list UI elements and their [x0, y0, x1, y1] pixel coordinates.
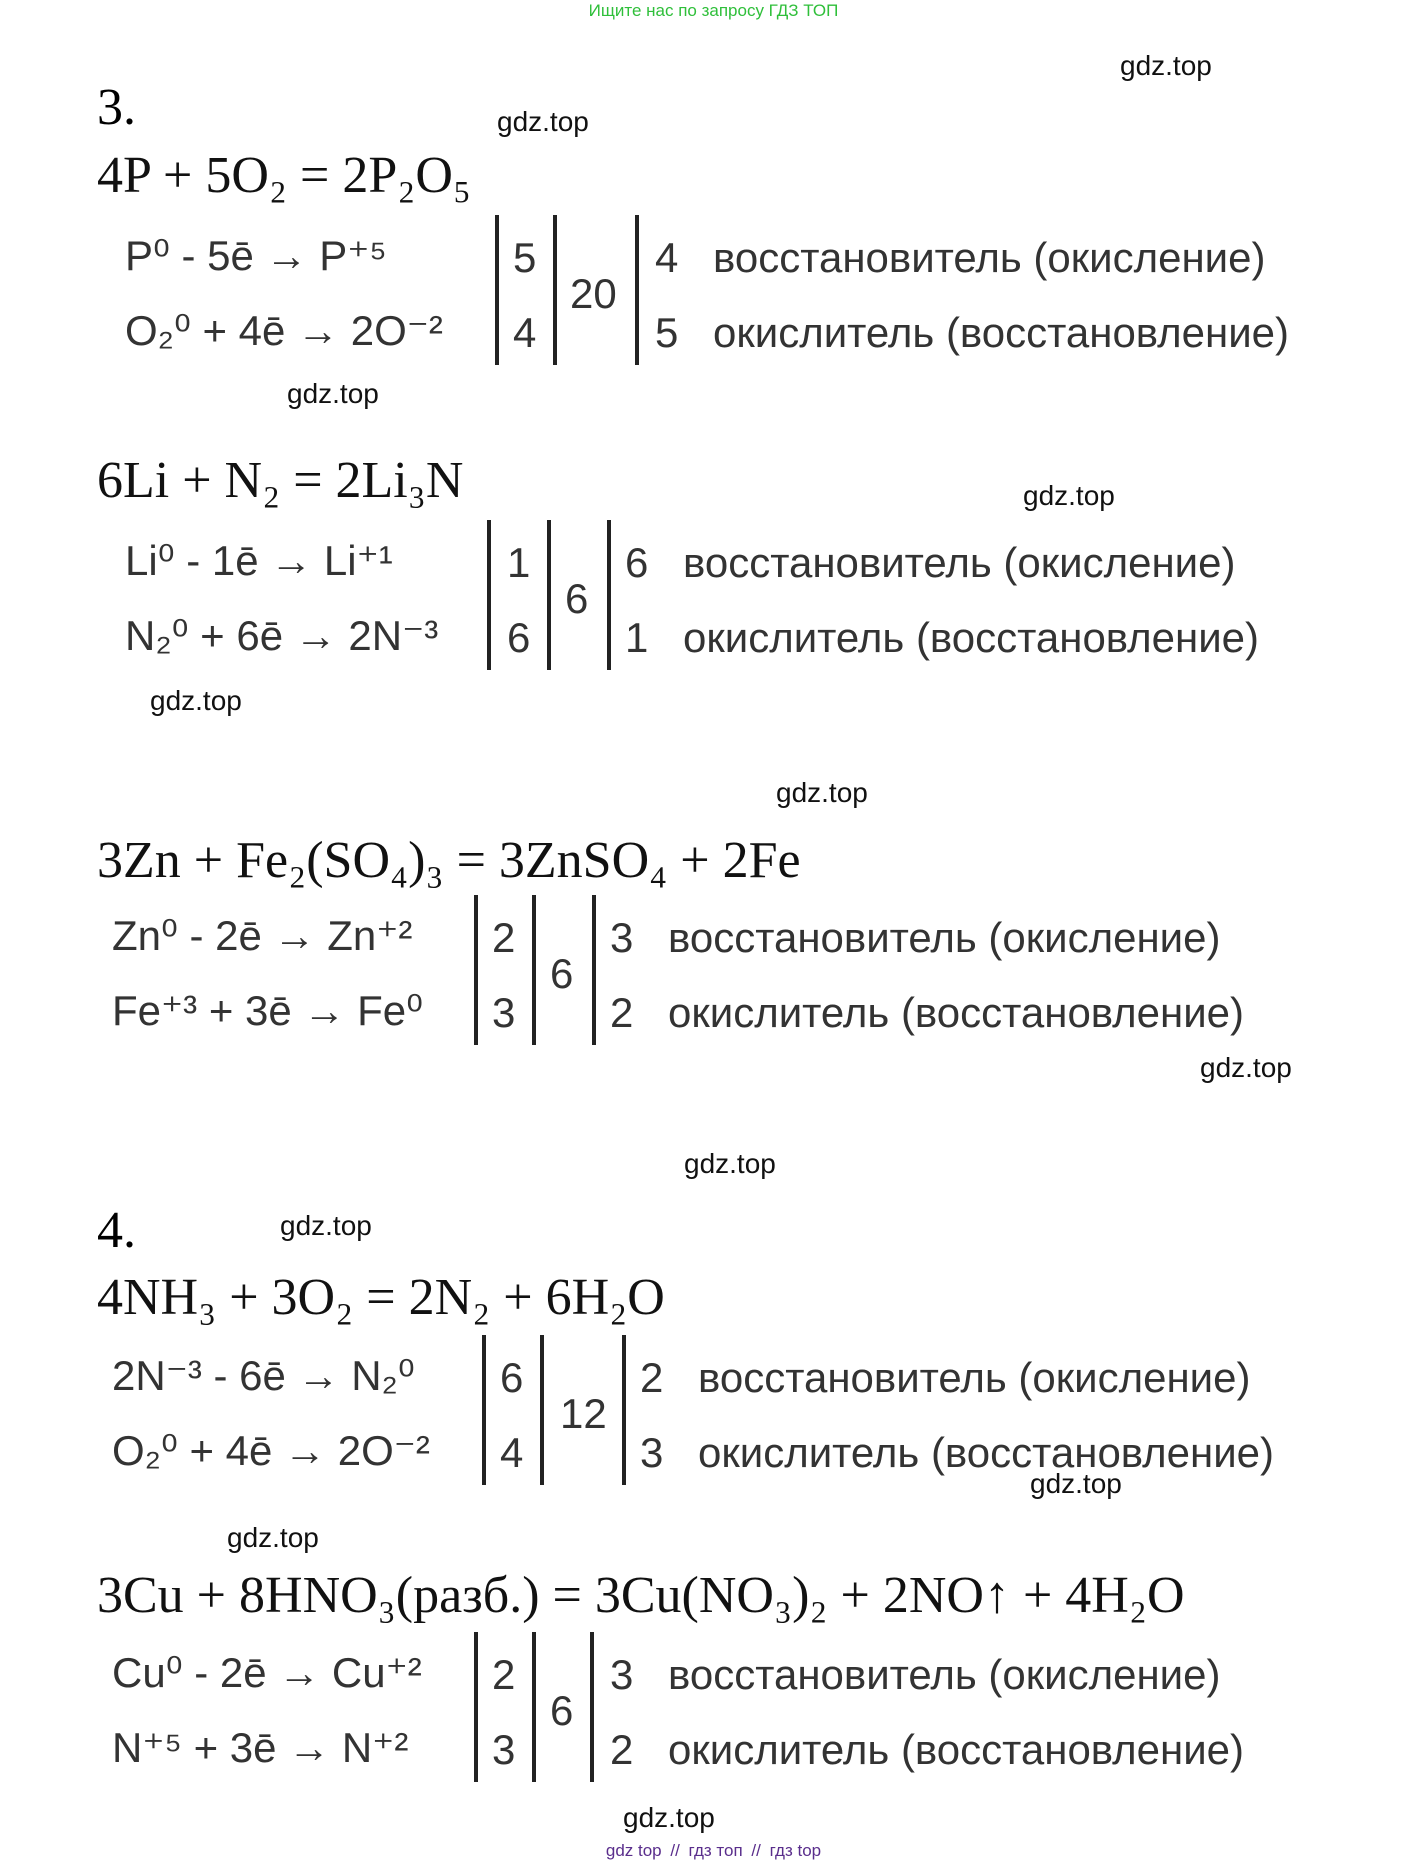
half-reaction: 2N⁻³ - 6ē → N₂⁰ — [112, 1352, 415, 1399]
lcm: 6 — [550, 950, 574, 997]
electrons: 2 — [492, 1651, 516, 1698]
lcm: 12 — [560, 1390, 607, 1437]
divider — [540, 1335, 544, 1485]
coefficient: 2 — [610, 1726, 634, 1773]
divider — [553, 215, 557, 365]
coefficient: 2 — [640, 1354, 664, 1401]
role: окислитель (восстановление) — [668, 989, 1245, 1036]
watermark: gdz.top — [497, 106, 589, 137]
footer-separator: // — [751, 1841, 761, 1860]
half-reaction: P⁰ - 5ē → P⁺⁵ — [125, 232, 387, 279]
divider — [592, 895, 596, 1045]
half-reaction: O₂⁰ + 4ē → 2O⁻² — [125, 307, 443, 354]
half-reaction: N⁺⁵ + 3ē → N⁺² — [112, 1724, 409, 1771]
equation: 6Li + N₂ = 2Li₃N — [97, 452, 464, 509]
coefficient: 6 — [625, 539, 649, 586]
electrons: 6 — [500, 1354, 524, 1401]
role: окислитель (восстановление) — [698, 1429, 1275, 1476]
half-reaction: O₂⁰ + 4ē → 2O⁻² — [112, 1427, 430, 1474]
divider — [622, 1335, 626, 1485]
lcm: 6 — [565, 575, 589, 622]
electrons: 3 — [492, 989, 516, 1036]
lcm: 6 — [550, 1687, 574, 1734]
lcm: 20 — [570, 270, 617, 317]
divider — [607, 520, 611, 670]
role: восстановитель (окисление) — [713, 234, 1266, 281]
electrons: 4 — [513, 309, 537, 356]
divider — [482, 1335, 486, 1485]
electrons: 5 — [513, 234, 537, 281]
electrons: 2 — [492, 914, 516, 961]
role: восстановитель (окисление) — [668, 1651, 1221, 1698]
coefficient: 4 — [655, 234, 679, 281]
electrons: 3 — [492, 1726, 516, 1773]
electrons: 6 — [507, 614, 531, 661]
equation: 4P + 5O₂ = 2P₂O₅ — [97, 147, 472, 204]
equation: 3Cu + 8HNO₃(разб.) = 3Cu(NO₃)₂ + 2NO↑ + 4H₂O — [97, 1567, 1185, 1624]
coefficient: 3 — [640, 1429, 664, 1476]
divider — [532, 1632, 536, 1782]
divider — [635, 215, 639, 365]
coefficient: 2 — [610, 989, 634, 1036]
footer-links — [0, 1840, 1427, 1862]
electrons: 1 — [507, 539, 531, 586]
role: окислитель (восстановление) — [683, 614, 1260, 661]
half-reaction: Cu⁰ - 2ē → Cu⁺² — [112, 1649, 422, 1696]
coefficient: 3 — [610, 914, 634, 961]
top-banner[interactable]: Ищите нас по запросу ГДЗ ТОП — [588, 1, 839, 20]
divider — [547, 520, 551, 670]
divider — [474, 1632, 478, 1782]
equation: 4NH₃ + 3O₂ = 2N₂ + 6H₂O — [97, 1269, 665, 1326]
electrons: 4 — [500, 1429, 524, 1476]
footer-link[interactable]: гдз топ — [688, 1841, 743, 1860]
watermark: gdz.top — [227, 1522, 319, 1553]
watermark: gdz.top — [1030, 1468, 1122, 1499]
equation: 3Zn + Fe₂(SO₄)₃ = 3ZnSO₄ + 2Fe — [97, 832, 801, 889]
divider — [487, 520, 491, 670]
watermark: gdz.top — [150, 685, 242, 716]
half-reaction: Li⁰ - 1ē → Li⁺¹ — [125, 537, 393, 584]
watermark: gdz.top — [776, 777, 868, 808]
task-number: 3. — [97, 79, 136, 136]
watermark: gdz.top — [623, 1802, 715, 1833]
role: восстановитель (окисление) — [698, 1354, 1251, 1401]
footer-link[interactable]: gdz top — [605, 1841, 662, 1860]
divider — [532, 895, 536, 1045]
half-reaction: Zn⁰ - 2ē → Zn⁺² — [112, 912, 413, 959]
watermark: gdz.top — [1120, 50, 1212, 81]
role: окислитель (восстановление) — [668, 1726, 1245, 1773]
coefficient: 3 — [610, 1651, 634, 1698]
half-reaction: Fe⁺³ + 3ē → Fe⁰ — [112, 987, 423, 1034]
watermark: gdz.top — [287, 378, 379, 409]
role: восстановитель (окисление) — [668, 914, 1221, 961]
watermark: gdz.top — [1200, 1052, 1292, 1083]
divider — [495, 215, 499, 365]
role: окислитель (восстановление) — [713, 309, 1290, 356]
watermark: gdz.top — [684, 1148, 776, 1179]
coefficient: 1 — [625, 614, 649, 661]
divider — [590, 1632, 594, 1782]
role: восстановитель (окисление) — [683, 539, 1236, 586]
footer-separator: // — [670, 1841, 680, 1860]
watermark: gdz.top — [1023, 480, 1115, 511]
divider — [474, 895, 478, 1045]
task-number: 4. — [97, 1202, 136, 1259]
half-reaction: N₂⁰ + 6ē → 2N⁻³ — [125, 612, 439, 659]
watermark: gdz.top — [280, 1210, 372, 1241]
coefficient: 5 — [655, 309, 679, 356]
footer-link[interactable]: гдз top — [769, 1841, 822, 1860]
